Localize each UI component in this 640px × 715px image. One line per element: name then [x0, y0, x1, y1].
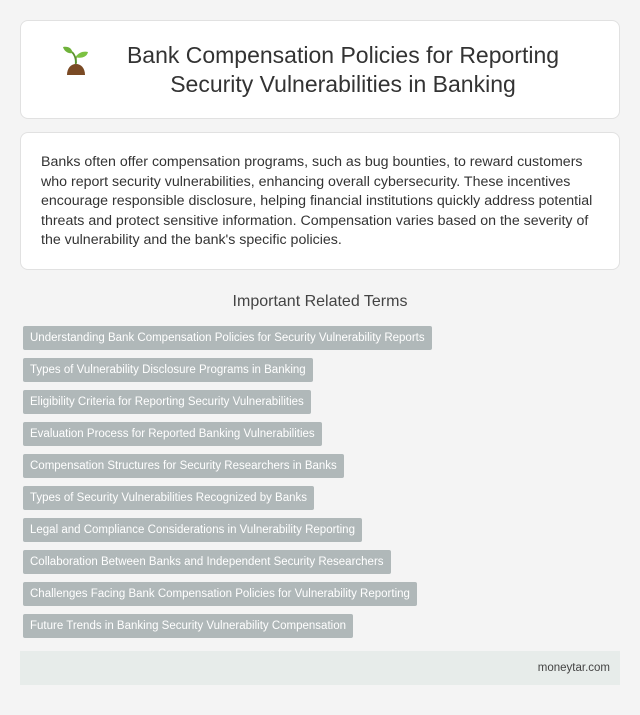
- term-tag[interactable]: Understanding Bank Compensation Policies for Security Vulnerability Reports: [23, 326, 432, 350]
- page-title: Bank Compensation Policies for Reporting Security Vulnerabilities in Banking: [126, 41, 560, 97]
- term-tag[interactable]: Legal and Compliance Considerations in Vulnerability Reporting: [23, 518, 362, 542]
- intro-paragraph: Banks often offer compensation programs, such as bug bounties, to reward customers who report security vulnerabilities, enhancing overall cybersecurity. These incentives encourage responsible disclosure, helping financial institutions quickly address potential threats and protect sensitive information. Compensation varies based on the severity of the vulnerability and the bank's specific policies.: [41, 154, 593, 248]
- term-tag[interactable]: Collaboration Between Banks and Independent Security Researchers: [23, 550, 391, 574]
- terms-list: [20, 326, 620, 638]
- sprout-icon: [62, 46, 90, 76]
- intro-card: [20, 132, 620, 270]
- term-tag[interactable]: Future Trends in Banking Security Vulnerability Compensation: [23, 614, 353, 638]
- terms-heading: Important Related Terms: [232, 293, 408, 310]
- term-tag[interactable]: Types of Vulnerability Disclosure Programs in Banking: [23, 358, 313, 382]
- footer: [20, 651, 620, 685]
- term-tag[interactable]: Challenges Facing Bank Compensation Policies for Vulnerability Reporting: [23, 582, 417, 606]
- term-tag[interactable]: Eligibility Criteria for Reporting Security Vulnerabilities: [23, 390, 311, 414]
- term-tag[interactable]: Compensation Structures for Security Researchers in Banks: [23, 454, 344, 478]
- title-row: [62, 41, 578, 99]
- footer-site-link[interactable]: moneytar.com: [537, 662, 610, 674]
- title-card: [20, 20, 620, 119]
- term-tag[interactable]: Types of Security Vulnerabilities Recognized by Banks: [23, 486, 314, 510]
- term-tag[interactable]: Evaluation Process for Reported Banking Vulnerabilities: [23, 422, 322, 446]
